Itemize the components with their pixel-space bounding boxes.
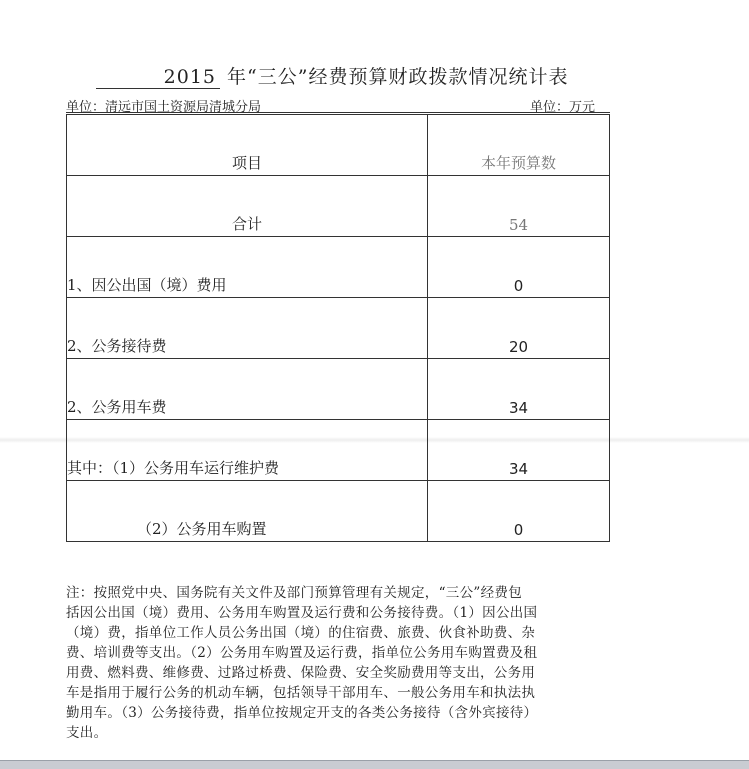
row-value: 54 xyxy=(428,176,610,237)
row-label: 2、公务用车费 xyxy=(67,359,428,420)
table-row xyxy=(67,420,610,481)
row-label: 2、公务接待费 xyxy=(67,298,428,359)
organization-unit: 单位：清远市国土资源局清城分局 xyxy=(66,100,262,115)
header-rule xyxy=(66,112,610,113)
row-label: （2）公务用车购置 xyxy=(67,481,428,542)
table-row xyxy=(67,237,610,298)
row-value: 34 xyxy=(428,420,610,481)
header-item: 项目 xyxy=(67,115,428,176)
footnote-line: 车是指用于履行公务的机动车辆，包括领导干部用车、一般公务用车和执法执 xyxy=(66,685,536,701)
table-row xyxy=(67,298,610,359)
footnote-line: 括因公出国（境）费用、公务用车购置及运行费和公务接待费。（1）因公出国 xyxy=(66,605,538,621)
header-budget: 本年预算数 xyxy=(428,115,610,176)
title-text: 年“三公”经费预算财政拨款情况统计表 xyxy=(227,66,569,88)
table-row xyxy=(67,359,610,420)
footnote-line: 支出。 xyxy=(66,725,108,741)
table-row xyxy=(67,481,610,542)
footnote-line: 用费、燃料费、维修费、过路过桥费、保险费、安全奖励费用等支出，公务用 xyxy=(66,665,536,681)
currency-unit: 单位：万元 xyxy=(530,100,596,115)
row-value: 34 xyxy=(428,359,610,420)
footnote-line: 费、培训费等支出。（2）公务用车购置及运行费，指单位公务用车购置费及租 xyxy=(66,645,538,661)
footnote xyxy=(66,583,611,743)
row-value: 0 xyxy=(428,481,610,542)
footnote-line: 勤用车。（3）公务接待费，指单位按规定开支的各类公务接待（含外宾接待） xyxy=(66,705,538,721)
row-value: 0 xyxy=(428,237,610,298)
row-label: 1、因公出国（境）费用 xyxy=(67,237,428,298)
row-value: 20 xyxy=(428,298,610,359)
document-title xyxy=(96,62,636,89)
table-row xyxy=(67,176,610,237)
budget-table xyxy=(66,114,610,542)
row-label: 合计 xyxy=(67,176,428,237)
footnote-line: 注：按照党中央、国务院有关文件及部门预算管理有关规定，“三公”经费包 xyxy=(66,585,523,601)
footnote-line: （境）费，指单位工作人员公务出国（境）的住宿费、旅费、伙食补助费、杂 xyxy=(66,625,536,641)
row-label: 其中：（1）公务用车运行维护费 xyxy=(67,420,428,481)
title-year: 2015 xyxy=(96,66,220,89)
table-header-row xyxy=(67,115,610,176)
